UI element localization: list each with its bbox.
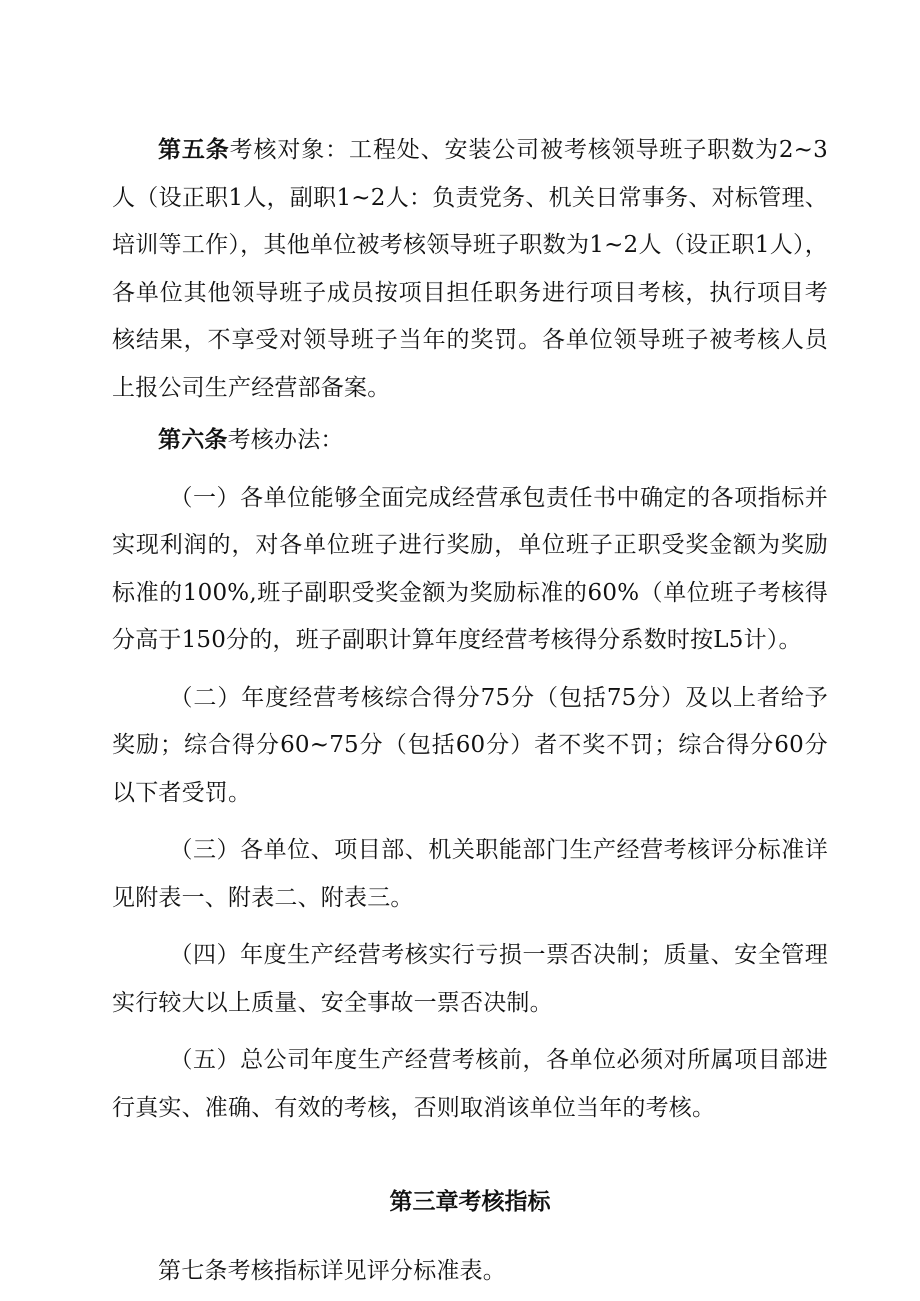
article-5-lead: 第五条 bbox=[158, 136, 230, 163]
chapter-3-title: 第三章考核指标 bbox=[389, 1188, 551, 1215]
article-6-item-1: （一）各单位能够全面完成经营承包责任书中确定的各项指标并实现利润的，对各单位班子进行奖励，单位班子正职受奖金额为奖励标准的100%,班子副职受奖金额为奖励标准的60%（单位班子考核得分高于150分的，班子副职计算年度经营考核得分系数时按L5计）。 bbox=[112, 484, 828, 653]
article-6-item-2: （二）年度经营考核综合得分75分（包括75分）及以上者给予奖励；综合得分60~75分（包括60分）者不奖不罚；综合得分60分以下者受罚。 bbox=[112, 684, 828, 806]
article-6-text: 考核办法： bbox=[227, 427, 344, 453]
document-body bbox=[112, 126, 828, 1295]
article-6-item-4: （四）年度生产经营考核实行亏损一票否决制；质量、安全管理实行较大以上质量、安全事故一票否决制。 bbox=[112, 942, 828, 1016]
article-6-item-5: （五）总公司年度生产经营考核前，各单位必须对所属项目部进行真实、准确、有效的考核，否则取消该单位当年的考核。 bbox=[112, 1047, 828, 1121]
article-5-text: 考核对象：工程处、安装公司被考核领导班子职数为2~3人（设正职1人，副职1~2人：负责党务、机关日常事务、对标管理、培训等工作），其他单位被考核领导班子职数为1~2人（设正职1人），各单位其他领导班子成员按项目担任职务进行项目考核，执行项目考核结果，不享受对领导班子当年的奖罚。各单位领导班子被考核人员上报公司生产经营部备案。 bbox=[112, 137, 828, 401]
article-5-paragraph bbox=[112, 126, 828, 412]
article-7-paragraph: 第七条考核指标详见评分标准表。 bbox=[158, 1257, 506, 1284]
article-6-lead: 第六条 bbox=[158, 426, 228, 453]
article-6-item-3: （三）各单位、项目部、机关职能部门生产经营考核评分标准详见附表一、附表二、附表三。 bbox=[112, 837, 828, 911]
article-6-paragraph bbox=[112, 416, 828, 465]
